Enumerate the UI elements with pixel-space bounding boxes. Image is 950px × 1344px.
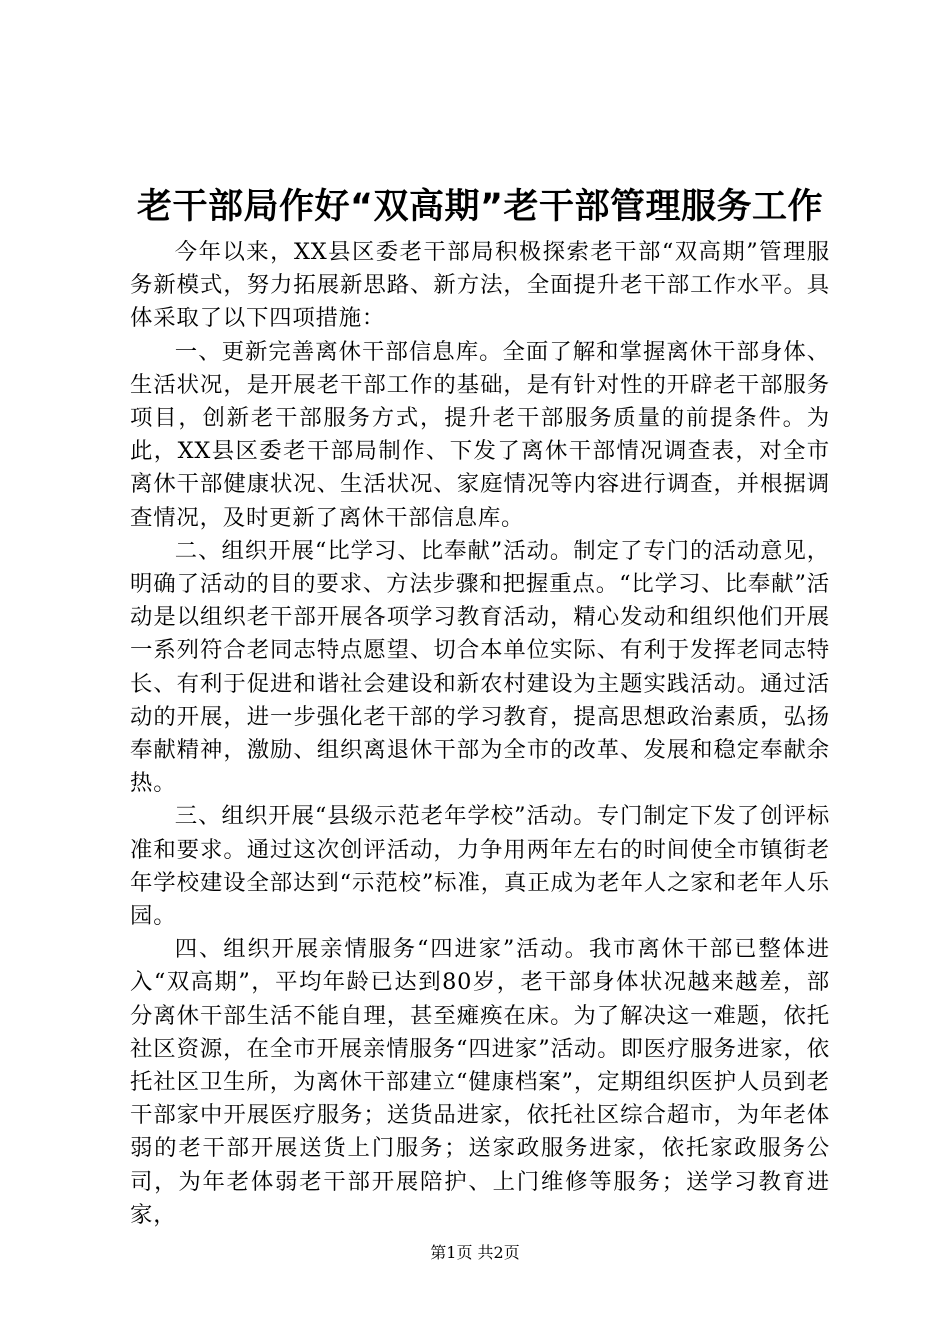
paragraph-measure-1: 一、更新完善离休干部信息库。全面了解和掌握离休干部身体、生活状况，是开展老干部工作的基础，是有针对性的开辟老干部服务项目，创新老干部服务方式，提升老干部服务质量的前提条件。为此，XX县区委老干部局制作、下发了离休干部情况调查表，对全市离休干部健康状况、生活状况、家庭情况等内容进行调查，并根据调查情况，及时更新了离休干部信息库。 (130, 338, 830, 531)
paragraph-measure-4: 四、组织开展亲情服务“四进家”活动。我市离休干部已整体进入“双高期”，平均年龄已达到80岁，老干部身体状况越来越差，部分离休干部生活不能自理，甚至瘫痪在床。为了解决这一难题，依托社区资源，在全市开展亲情服务“四进家”活动。即医疗服务进家，依托社区卫生所，为离休干部建立“健康档案”，定期组织医护人员到老干部家中开展医疗服务；送货品进家，依托社区综合超市，为年老体弱的老干部开展送货上门服务；送家政服务进家，依托家政服务公司，为年老体弱老干部开展陪护、上门维修等服务；送学习教育进家， (130, 936, 830, 1228)
paragraph-intro: 今年以来，XX县区委老干部局积极探索老干部“双高期”管理服务新模式，努力拓展新思路、新方法，全面提升老干部工作水平。具体采取了以下四项措施： (130, 239, 830, 332)
document-title: 老干部局作好“双高期”老干部管理服务工作 (136, 187, 823, 227)
document-body (130, 236, 830, 1232)
paragraph-measure-3: 三、组织开展“县级示范老年学校”活动。专门制定下发了创评标准和要求。通过这次创评活动，力争用两年左右的时间使全市镇街老年学校建设全部达到“示范校”标准，真正成为老年人之家和老年人乐园。 (130, 803, 830, 930)
page-number: 第1页 共2页 (430, 1243, 520, 1262)
page-footer (0, 1242, 950, 1264)
paragraph-measure-2: 二、组织开展“比学习、比奉献”活动。制定了专门的活动意见，明确了活动的目的要求、方法步骤和把握重点。“比学习、比奉献”活动是以组织老干部开展各项学习教育活动，精心发动和组织他们开展一系列符合老同志特点愿望、切合本单位实际、有利于发挥老同志特长、有利于促进和谐社会建设和新农村建设为主题实践活动。通过活动的开展，进一步强化老干部的学习教育，提高思想政治素质，弘扬奉献精神，激励、组织离退休干部为全市的改革、发展和稳定奉献余热。 (130, 537, 830, 797)
